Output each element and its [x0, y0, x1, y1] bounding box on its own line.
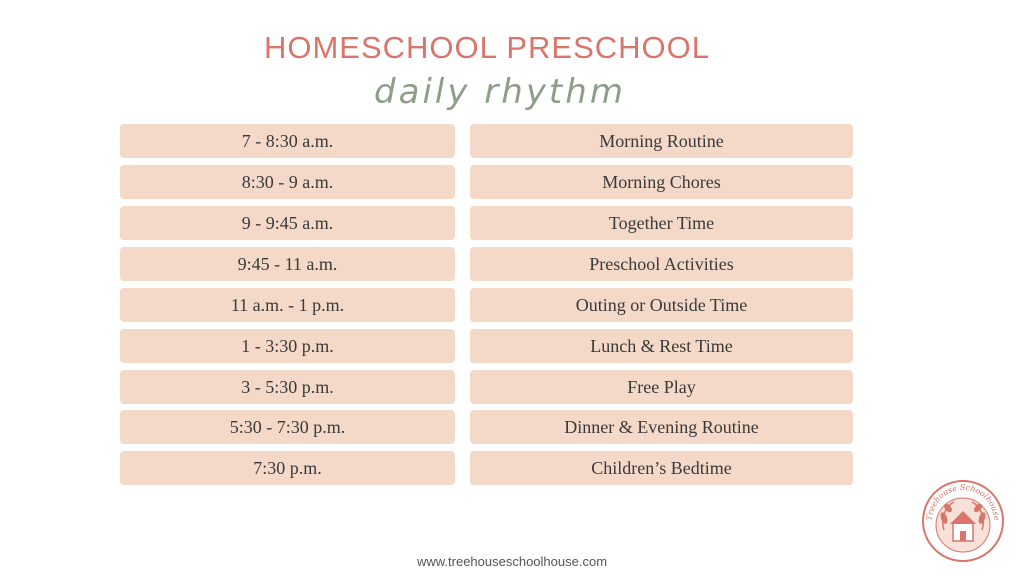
schedule-time-6: 1 - 3:30 p.m.: [120, 329, 455, 363]
schedule-time-7: 3 - 5:30 p.m.: [120, 370, 455, 404]
schedule-activity-3: Together Time: [470, 206, 853, 240]
schedule-activity-6: Lunch & Rest Time: [470, 329, 853, 363]
page-subtitle: daily rhythm: [374, 72, 626, 112]
schedule-time-3: 9 - 9:45 a.m.: [120, 206, 455, 240]
schedule-activity-2: Morning Chores: [470, 165, 853, 199]
svg-text:Treehouse Schoolhouse: Treehouse Schoolhouse: [924, 482, 1002, 521]
schedule-activity-7: Free Play: [470, 370, 853, 404]
schedule-activity-9: Children’s Bedtime: [470, 451, 853, 485]
schedule-time-2: 8:30 - 9 a.m.: [120, 165, 455, 199]
schedule-activity-4: Preschool Activities: [470, 247, 853, 281]
schedule-time-5: 11 a.m. - 1 p.m.: [120, 288, 455, 322]
schedule-activity-5: Outing or Outside Time: [470, 288, 853, 322]
schedule-time-9: 7:30 p.m.: [120, 451, 455, 485]
schedule-time-4: 9:45 - 11 a.m.: [120, 247, 455, 281]
schedule-time-1: 7 - 8:30 a.m.: [120, 124, 455, 158]
schedule-activity-8: Dinner & Evening Routine: [470, 410, 853, 444]
schedule-time-8: 5:30 - 7:30 p.m.: [120, 410, 455, 444]
footer-url: www.treehouseschoolhouse.com: [416, 554, 608, 569]
treehouse-logo-icon: [920, 478, 1006, 564]
schedule-activity-1: Morning Routine: [470, 124, 853, 158]
page-title: HOMESCHOOL PRESCHOOL: [263, 30, 711, 65]
